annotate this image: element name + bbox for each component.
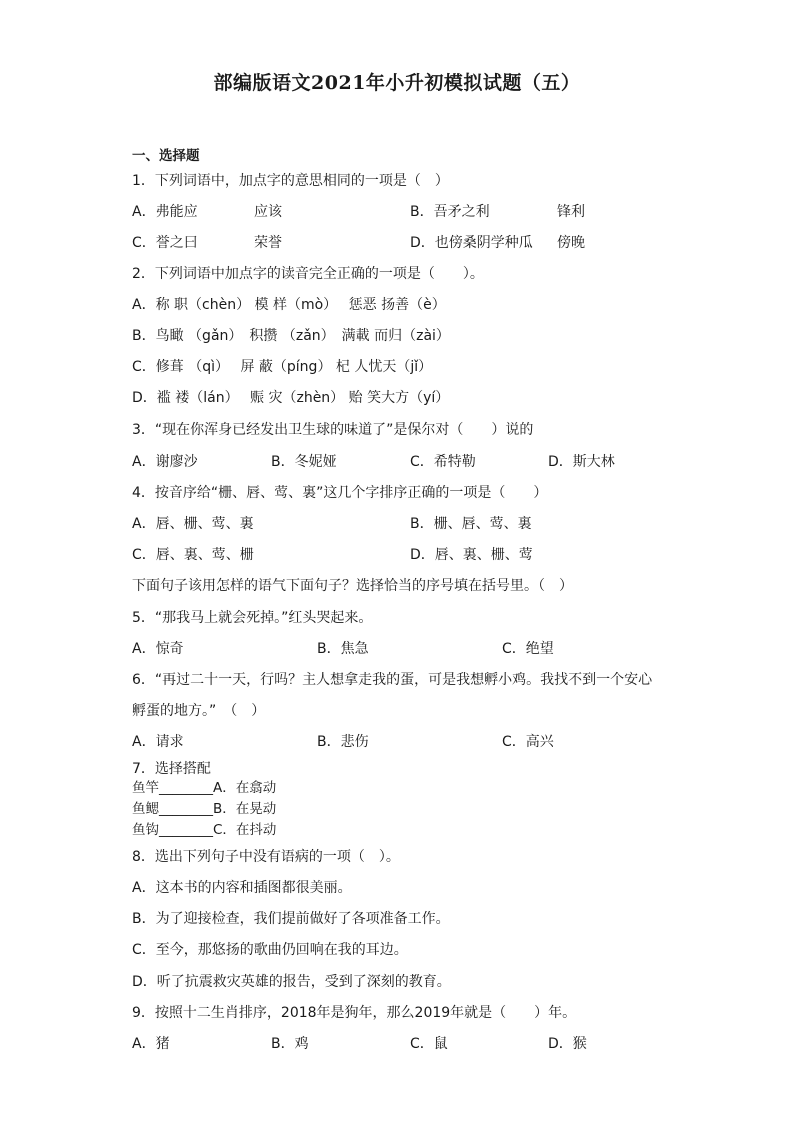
matching-row: 鱼竿________A．在翕动 [132, 780, 277, 796]
option-d-gloss: 傍晚 [557, 235, 585, 251]
matching-row: 鱼鳃________B．在晃动 [132, 801, 277, 817]
question-2-option-b: B．鸟瞰 （gǎn） 积攒 （zǎn） 满載 而归（zài） [132, 328, 450, 344]
question-8-stem: 8．选出下列句子中没有语病的一项（ ）。 [132, 849, 400, 865]
option-a: A．猪 [132, 1036, 170, 1052]
question-7-stem: 7．选择搭配 [132, 761, 211, 777]
question-6-stem: 6．“再过二十一天，行吗？主人想拿走我的蛋，可是我想孵小鸡。我找不到一个安心 [132, 672, 653, 688]
question-8-option-c: C．至今，那悠扬的歌曲仍回响在我的耳边。 [132, 942, 408, 958]
option-d: D．唇、裏、栅、莺 [410, 547, 533, 563]
option-d: D．也傍桑阴学种瓜 [410, 235, 533, 251]
section-heading: 一、选择题 [132, 148, 200, 164]
option-c: C．希特勒 [410, 454, 476, 470]
option-c: C．绝望 [502, 641, 554, 657]
option-c: C．高兴 [502, 734, 554, 750]
matching-row: 鱼钩________C．在抖动 [132, 822, 277, 838]
instruction-text: 下面句子该用怎样的语气下面句子？选择恰当的序号填在括号里。（ ） [132, 578, 573, 594]
question-8-option-a: A．这本书的内容和插图都很美丽。 [132, 880, 352, 896]
question-9-stem: 9．按照十二生肖排序，2018年是狗年，那么2019年就是（ ）年。 [132, 1005, 577, 1021]
question-2-option-a: A．称 职（chèn） 模 样（mò） 惩恶 扬善（è） [132, 297, 446, 313]
page-title: 部编版语文2021年小升初模拟试题（五） [213, 72, 581, 94]
option-b: B．吾矛之利 [410, 204, 490, 220]
option-b: B．栅、唇、莺、裏 [410, 516, 532, 532]
option-c: C．誉之曰 [132, 235, 198, 251]
option-a: A．谢廖沙 [132, 454, 198, 470]
option-a: A．惊奇 [132, 641, 184, 657]
question-3-stem: 3．“现在你浑身已经发出卫生球的味道了”是保尔对（ ）说的 [132, 422, 534, 438]
option-c-gloss: 荣誉 [254, 235, 282, 251]
question-2-option-d: D．褴 褛（lán） 赈 灾（zhèn） 贻 笑大方（yí） [132, 390, 450, 406]
option-a: A．弗能应 [132, 204, 198, 220]
option-b: B．冬妮娅 [271, 454, 337, 470]
option-b: B．悲伤 [317, 734, 369, 750]
question-8-option-b: B．为了迎接检查，我们提前做好了各项准备工作。 [132, 911, 450, 927]
option-a: A．请求 [132, 734, 184, 750]
question-4-stem: 4．按音序给“栅、唇、莺、裏”这几个字排序正确的一项是（ ） [132, 485, 548, 501]
option-d: D．斯大林 [548, 454, 615, 470]
question-8-option-d: D．听了抗震救灾英雄的报告，受到了深刻的教育。 [132, 974, 451, 990]
question-2-option-c: C．修葺 （qì） 屏 蔽（píng） 杞 人忧天（jǐ） [132, 359, 433, 375]
option-b: B．焦急 [317, 641, 369, 657]
option-c: C．唇、裏、莺、栅 [132, 547, 254, 563]
option-d: D．猴 [548, 1036, 587, 1052]
question-5-stem: 5．“那我马上就会死掉。”红头哭起来。 [132, 610, 373, 626]
option-b: B．鸡 [271, 1036, 309, 1052]
option-b-gloss: 锋利 [557, 204, 585, 220]
question-1-stem: 1．下列词语中，加点字的意思相同的一项是（ ） [132, 173, 449, 189]
option-a: A．唇、栅、莺、裏 [132, 516, 254, 532]
question-6-stem-continued: 孵蛋的地方。” （ ） [132, 703, 266, 719]
option-c: C．鼠 [410, 1036, 448, 1052]
question-2-stem: 2．下列词语中加点字的读音完全正确的一项是（ ）。 [132, 266, 484, 282]
option-a-gloss: 应该 [254, 204, 282, 220]
